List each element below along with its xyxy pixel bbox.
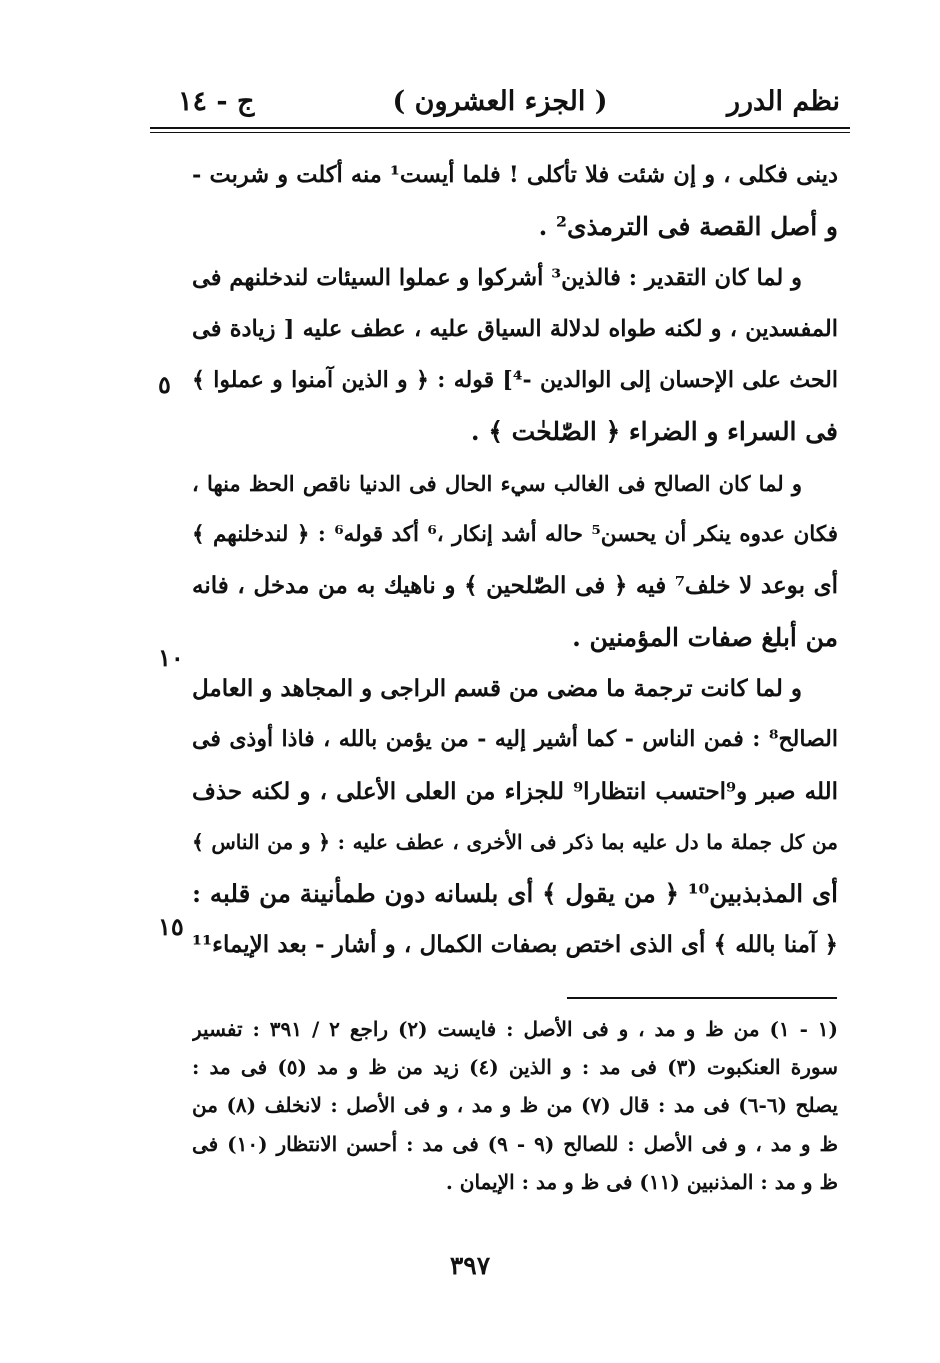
footnote-line: يصلح (٦-٦) فى مد : قال (٧) من ظ و مد ، و فى الأصل : لانخلف (٨) من xyxy=(192,1093,838,1118)
text-line: الحث على الإحسان إلى الوالدين -⁴] قوله : ﴿ و الذين آمنوا و عملوا ﴾ xyxy=(192,367,838,394)
line-number-10: ١٠ xyxy=(158,643,184,672)
volume-label: ج - ١٤ xyxy=(178,86,255,117)
text-line: من أبلغ صفات المؤمنين . xyxy=(572,622,838,652)
header-rule-top xyxy=(150,127,850,129)
footnote-rule xyxy=(567,997,837,999)
main-text xyxy=(192,150,838,971)
running-header xyxy=(150,80,850,130)
footnote-line: ظ و مد : المذنبين (١١) فى ظ و مد : الإيمان . xyxy=(445,1169,838,1194)
footnote-line: سورة العنكبوت (٣) فى مد : و الذين (٤) زيد من ظ و مد (٥) فى مد : xyxy=(192,1055,838,1080)
text-line: دينى فكلى ، و إن شئت فلا تأكلى ! فلما أيست¹ منه أكلت و شربت - xyxy=(192,162,838,188)
page-number: ٣٩٧ xyxy=(449,1251,491,1280)
text-line: الله صبر و⁹احتسب انتظارا⁹ للجزاء من العلى الأعلى ، و لكنه حذف xyxy=(192,777,838,805)
line-number-15: ١٥ xyxy=(158,912,184,941)
footnotes xyxy=(192,1010,838,1201)
text-line: و لما كانت ترجمة ما مضى من قسم الراجى و المجاهد و العامل xyxy=(192,674,802,702)
text-line: فى السراء و الضراء ﴿ الصّٰلحٰت ﴾ . xyxy=(470,417,838,447)
header-rule-bottom xyxy=(150,132,850,133)
footnote-line: (١ - ١) من ظ و مد ، و فى الأصل : فايست (٢) راجع ٢ / ٣٩١ : تفسير xyxy=(192,1017,838,1041)
text-line: أى المذبذبين¹⁰ ﴿ من يقول ﴾ أى بلسانه دون طمأنينة من قلبه : xyxy=(192,879,838,909)
line-number-5: ٥ xyxy=(158,370,171,399)
text-line: و لما كان التقدير : فالذين³ أشركوا و عملوا السيئات لندخلنهم فى xyxy=(192,264,802,291)
text-line: فكان عدوه ينكر أن يحسن⁵ حاله أشد إنكار ،⁶ أكد قوله⁶ : ﴿ لندخلنهم ﴾ xyxy=(192,522,838,548)
book-title: نظم الدرر xyxy=(726,86,840,117)
text-line: أى بوعد لا خلف⁷ فيه ﴿ فى الصّٰلحين ﴾ و ناهيك به من مدخل ، فانه xyxy=(192,572,838,600)
text-line: الصالح⁸ : فمن الناس - كما أشير إليه - من يؤمن بالله ، فاذا أوذى فى xyxy=(192,726,838,753)
text-line: المفسدين ، و لكنه طواه لدلالة السياق عليه ، عطف عليه [ زيادة فى xyxy=(192,315,838,342)
text-line: و أصل القصة فى الترمذى² . xyxy=(538,212,838,242)
text-line: من كل جملة ما دل عليه بما ذكر فى الأخرى ، عطف عليه : ﴿ و من الناس ﴾ xyxy=(192,829,838,854)
footnote-line: ظ و مد ، و فى الأصل : للصالح (٩ - ٩) فى مد : أحسن الانتظار (١٠) فى xyxy=(192,1131,838,1156)
text-line: ﴿ آمنا بالله ﴾ أى الذى اختص بصفات الكمال ، و أشار - بعد الإيماء¹¹ xyxy=(192,931,838,959)
text-line: و لما كان الصالح فى الغالب سيء الحال فى الدنيا ناقص الحظ منها ، xyxy=(192,470,802,496)
part-title: ( الجزء العشرون ) xyxy=(392,86,608,117)
